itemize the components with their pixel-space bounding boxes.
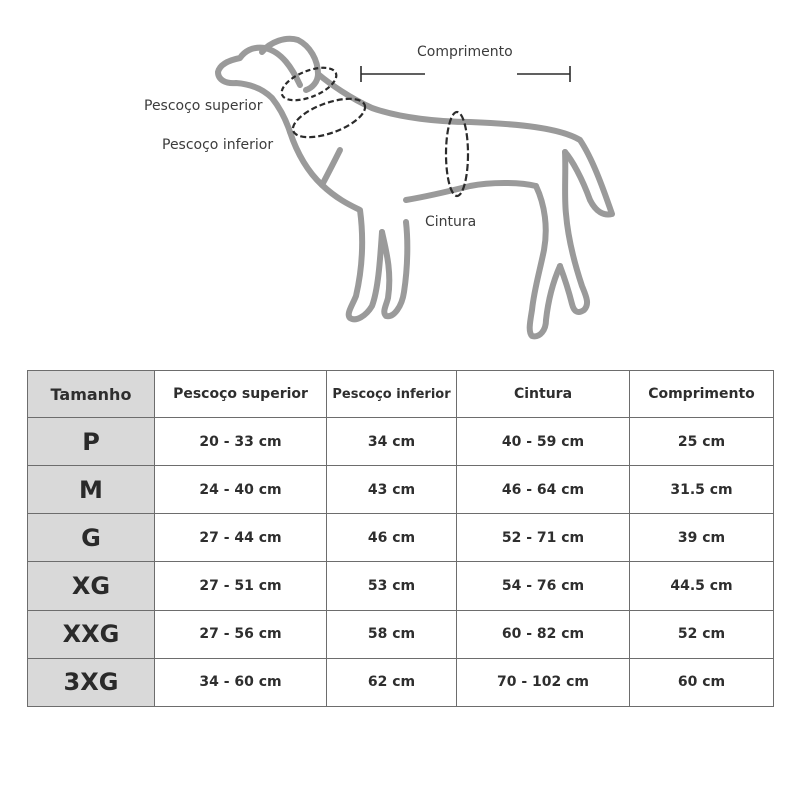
- table-row: [28, 562, 774, 610]
- size-cell: XG: [28, 562, 155, 610]
- cell-cintura: 60 - 82 cm: [457, 610, 630, 658]
- table-row: [28, 514, 774, 562]
- cell-comprimento: 44.5 cm: [630, 562, 774, 610]
- header-comprimento: Comprimento: [630, 371, 774, 418]
- dog-measurement-diagram: [0, 0, 800, 350]
- dog-outline-illustration: [0, 0, 800, 350]
- cell-comprimento: 31.5 cm: [630, 466, 774, 514]
- size-cell: P: [28, 418, 155, 466]
- header-cintura: Cintura: [457, 371, 630, 418]
- cell-pescoco-inferior: 34 cm: [327, 418, 457, 466]
- label-pescoco-inferior: Pescoço inferior: [162, 137, 274, 153]
- size-cell: XXG: [28, 610, 155, 658]
- cell-comprimento: 52 cm: [630, 610, 774, 658]
- table-header-row: [28, 371, 774, 418]
- cell-cintura: 70 - 102 cm: [457, 658, 630, 706]
- size-chart-table: [27, 370, 774, 707]
- header-pescoco-superior: Pescoço superior: [155, 371, 327, 418]
- cell-pescoco-superior: 27 - 56 cm: [155, 610, 327, 658]
- size-cell: M: [28, 466, 155, 514]
- cell-pescoco-superior: 20 - 33 cm: [155, 418, 327, 466]
- table-row: [28, 466, 774, 514]
- table-row: [28, 658, 774, 706]
- cell-comprimento: 25 cm: [630, 418, 774, 466]
- label-pescoco-superior: Pescoço superior: [144, 98, 263, 114]
- cell-pescoco-superior: 27 - 51 cm: [155, 562, 327, 610]
- cell-pescoco-inferior: 62 cm: [327, 658, 457, 706]
- label-cintura: Cintura: [425, 214, 477, 230]
- cell-pescoco-inferior: 46 cm: [327, 514, 457, 562]
- cell-pescoco-inferior: 53 cm: [327, 562, 457, 610]
- cell-pescoco-superior: 24 - 40 cm: [155, 466, 327, 514]
- cell-pescoco-superior: 27 - 44 cm: [155, 514, 327, 562]
- cell-pescoco-inferior: 58 cm: [327, 610, 457, 658]
- cell-pescoco-inferior: 43 cm: [327, 466, 457, 514]
- header-pescoco-inferior: Pescoço inferior: [327, 371, 457, 418]
- cell-cintura: 46 - 64 cm: [457, 466, 630, 514]
- size-cell: 3XG: [28, 658, 155, 706]
- size-cell: G: [28, 514, 155, 562]
- cell-pescoco-superior: 34 - 60 cm: [155, 658, 327, 706]
- cell-comprimento: 60 cm: [630, 658, 774, 706]
- cell-cintura: 40 - 59 cm: [457, 418, 630, 466]
- cell-cintura: 52 - 71 cm: [457, 514, 630, 562]
- label-comprimento: Comprimento: [417, 44, 513, 60]
- cell-comprimento: 39 cm: [630, 514, 774, 562]
- table-row: [28, 610, 774, 658]
- header-tamanho: Tamanho: [28, 371, 155, 418]
- cell-cintura: 54 - 76 cm: [457, 562, 630, 610]
- table-row: [28, 418, 774, 466]
